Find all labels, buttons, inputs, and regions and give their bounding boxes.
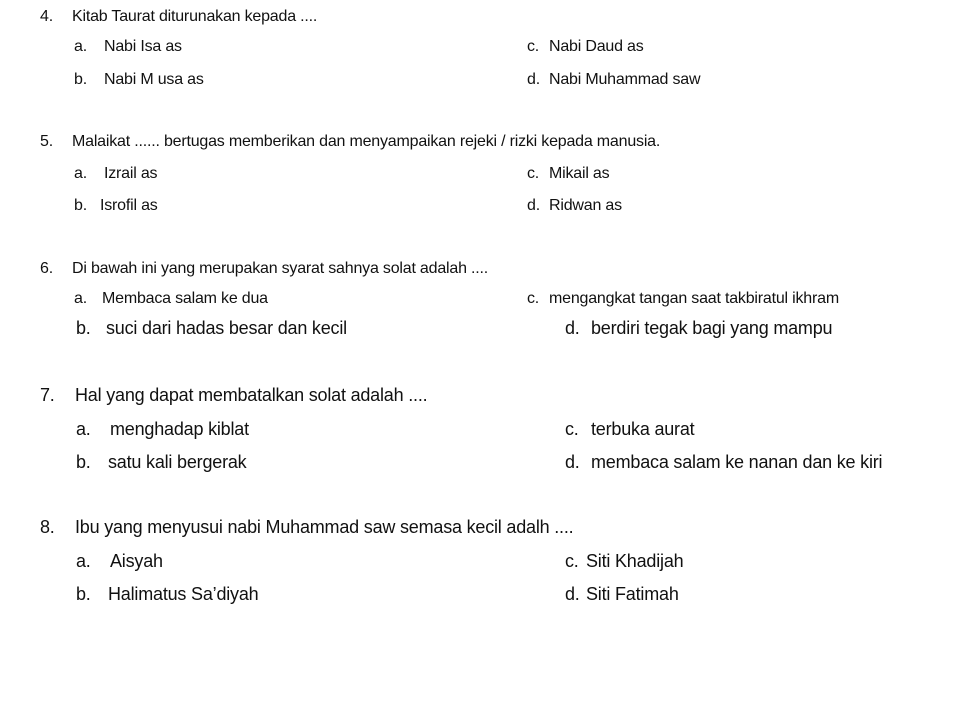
- option-letter: c.: [527, 38, 540, 55]
- option-text: Siti Khadijah: [586, 551, 684, 571]
- option-letter: b.: [76, 452, 91, 472]
- option-letter: b.: [74, 197, 87, 214]
- option-letter: a.: [74, 38, 87, 55]
- option-text: Ridwan as: [549, 197, 622, 214]
- option-letter: c.: [565, 551, 579, 571]
- option-text: membaca salam ke nanan dan ke kiri: [591, 452, 883, 472]
- question-number: 4.: [40, 8, 53, 25]
- option-letter: c.: [527, 165, 540, 182]
- option-letter: d.: [527, 197, 540, 214]
- option-letter: c.: [527, 290, 540, 307]
- option-letter: d.: [565, 584, 580, 604]
- option-letter: a.: [74, 290, 87, 307]
- option-text: mengangkat tangan saat takbiratul ikhram: [549, 290, 839, 307]
- option-text: Siti Fatimah: [586, 584, 679, 604]
- question-number: 7.: [40, 385, 55, 405]
- option-letter: b.: [74, 71, 87, 88]
- question-number: 6.: [40, 260, 53, 277]
- option-text: Nabi Muhammad saw: [549, 71, 701, 88]
- option-text: Isrofil as: [100, 197, 158, 214]
- question-text: Hal yang dapat membatalkan solat adalah ....: [75, 385, 428, 405]
- option-text: terbuka aurat: [591, 419, 695, 439]
- option-text: Aisyah: [110, 551, 163, 571]
- option-letter: d.: [565, 318, 580, 338]
- option-text: Nabi Isa as: [104, 38, 182, 55]
- option-text: suci dari hadas besar dan kecil: [106, 318, 347, 338]
- question-text: Kitab Taurat diturunakan kepada ....: [72, 8, 318, 25]
- question-text: Di bawah ini yang merupakan syarat sahnya solat adalah ....: [72, 260, 489, 277]
- option-text: satu kali bergerak: [108, 452, 247, 472]
- option-text: Nabi M usa as: [104, 71, 204, 88]
- option-letter: b.: [76, 584, 91, 604]
- option-text: menghadap kiblat: [110, 419, 249, 439]
- option-text: Izrail as: [104, 165, 158, 182]
- question-text: Malaikat ...... bertugas memberikan dan menyampaikan rejeki / rizki kepada manusia.: [72, 133, 661, 150]
- option-letter: d.: [565, 452, 580, 472]
- option-text: Membaca salam ke dua: [102, 290, 268, 307]
- question-number: 8.: [40, 517, 55, 537]
- question-number: 5.: [40, 133, 53, 150]
- option-letter: a.: [76, 419, 91, 439]
- question-text: Ibu yang menyusui nabi Muhammad saw semasa kecil adalh ....: [75, 517, 574, 537]
- option-letter: d.: [527, 71, 540, 88]
- option-text: Nabi Daud as: [549, 38, 644, 55]
- option-text: Mikail as: [549, 165, 610, 182]
- option-letter: a.: [76, 551, 91, 571]
- option-letter: a.: [74, 165, 87, 182]
- option-letter: b.: [76, 318, 91, 338]
- option-text: Halimatus Sa’diyah: [108, 584, 259, 604]
- option-text: berdiri tegak bagi yang mampu: [591, 318, 833, 338]
- option-letter: c.: [565, 419, 579, 439]
